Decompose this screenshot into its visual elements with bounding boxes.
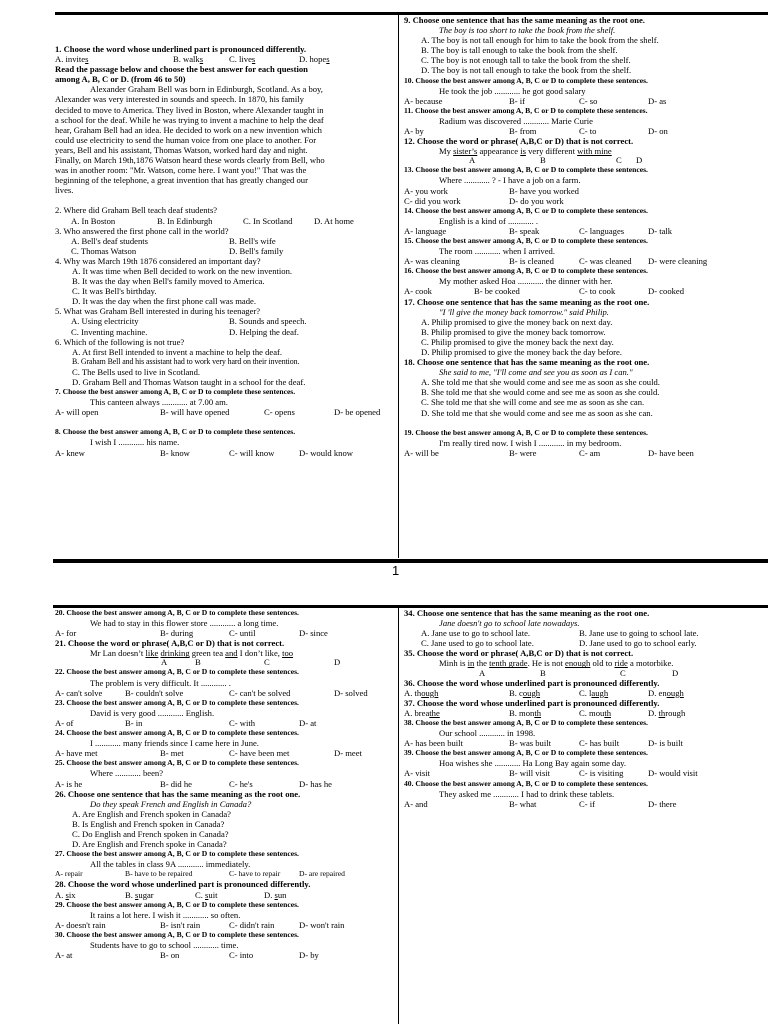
q9-option-b: B. The boy is tall enough to take the book from the shelf. — [421, 45, 618, 56]
q36-option-c: C. laugh — [579, 687, 609, 698]
q5-option-c: C. Inventing machine. — [71, 326, 148, 337]
q29-option-b: B- isn't rain — [160, 919, 201, 930]
q3-option-c: C. Thomas Watson — [71, 245, 137, 256]
q12-title: 12. Choose the word or phrase( A,B,C or D) that is not correct. — [404, 136, 634, 147]
q17-root: "I 'll give the money back tomorrow." said Philip. — [439, 306, 609, 317]
q27-title: 27. Choose the best answer among A, B, C or D to complete these sentences. — [55, 849, 299, 859]
q40-stem: They asked me ............ I had to drink these tablets. — [439, 788, 615, 799]
q13-option-a: A- you work — [404, 185, 448, 196]
passage-line: Finally, on March 19th,1876 Watson heard these words clearly from Bell, who — [55, 155, 325, 166]
q40-option-d: D- there — [648, 798, 677, 809]
q34-option-b: B. Jane use to going to school late. — [579, 628, 699, 639]
q35-stem: Minh is in the tenth grade. He is not enough old to ride a motorbike. — [439, 658, 674, 669]
q34-option-d: D. Jane used to go to school early. — [579, 638, 697, 649]
q5-option-b: B. Sounds and speech. — [229, 316, 307, 327]
q39-options — [404, 768, 768, 778]
q2-options — [55, 216, 391, 226]
q34-option-a: A. Jane use to go to school late. — [421, 628, 531, 639]
q35-letters — [404, 669, 768, 678]
q37-options — [404, 708, 768, 718]
q4-option-d: D. It was the day when the first phone call was made. — [72, 296, 256, 307]
q8-option-a: A- knew — [55, 447, 85, 458]
q20-option-d: D- since — [299, 628, 328, 639]
q6-option-d: D. Graham Bell and Thomas Watson taught in a school for the deaf. — [72, 377, 306, 387]
q40-option-b: B- what — [509, 798, 537, 809]
left-top-column — [55, 44, 391, 458]
q28-option-c: C. suit — [195, 889, 218, 900]
q3-stem: 3. Who answered the first phone call in the world? — [55, 225, 229, 236]
q8-title: 8. Choose the best answer among A, B, C or D to complete these sentences. — [55, 427, 296, 437]
q21-title: 21. Choose the word or phrase( A,B,C or D) that is not correct. — [55, 638, 285, 649]
q11-stem: Radium was discovered ............ Marie Curie — [439, 115, 593, 126]
q28-option-a: A. six — [55, 889, 76, 900]
passage-line: a school for the deaf. While he was trying to invent a machine to help the deaf — [55, 114, 324, 125]
q26-option-d: D. Are English and French spoke in Canada? — [72, 839, 227, 850]
q35-letter-a: A — [479, 667, 486, 678]
q26-root: Do they speak French and English in Canada? — [90, 798, 252, 809]
q4-option-b: B. It was the day when Bell's family moved to America. — [72, 276, 265, 287]
q12-letter-a: A — [469, 155, 476, 166]
q34-root: Jane doesn't go to school late nowadays. — [439, 618, 580, 629]
q20-option-c: C- until — [229, 628, 256, 639]
q25-title: 25. Choose the best answer among A, B, C or D to complete these sentences. — [55, 758, 299, 768]
q13-option-d: D- do you work — [509, 195, 564, 206]
q23-option-a: A- of — [55, 717, 74, 728]
q20-title: 20. Choose the best answer among A, B, C or D to complete these sentences. — [55, 608, 299, 617]
q1-title: 1. Choose the word whose underlined part is pronounced differently. — [55, 44, 307, 54]
q36-title: 36. Choose the word whose underlined part is pronounced differently. — [404, 677, 660, 688]
passage-line: years, Bell and his assistant, Thomas Watson, worked hard day and night. — [55, 144, 308, 155]
q27-options — [55, 869, 393, 879]
q23-stem: David is very good ............ English. — [90, 707, 215, 718]
q7-option-c: C- opens — [264, 407, 295, 418]
q27-option-d: D- are repaired — [299, 869, 345, 879]
q7-stem: This canteen always ............ at 7.00 am. — [90, 397, 228, 408]
q19-option-d: D- have been — [648, 447, 694, 458]
q14-title: 14. Choose the best answer among A, B, C or D to complete these sentences. — [404, 205, 648, 215]
q21-letter-a: A — [161, 657, 168, 668]
q13-title: 13. Choose the best answer among A, B, C or D to complete these sentences. — [404, 165, 648, 175]
q19-title: 19. Choose the best answer among A, B, C or D to complete these sentences. — [404, 427, 648, 437]
q1-option-b: B. walks — [173, 54, 204, 65]
q12-letter-d: D — [636, 155, 643, 166]
q4-stem: 4. Why was March 19th 1876 considered an important day? — [55, 255, 261, 266]
q29-option-d: D- won't rain — [299, 919, 345, 930]
q14-option-c: C- languages — [579, 225, 625, 236]
q20-options — [55, 628, 393, 638]
q5-option-d: D. Helping the deaf. — [229, 326, 299, 337]
q28-title: 28. Choose the word whose underlined part is pronounced differently. — [55, 879, 311, 890]
q21-stem: Mr Lan doesn’t like drinking green tea and I don’t like, too — [90, 648, 294, 659]
q22-option-b: B- couldn't solve — [125, 687, 184, 698]
q8-stem: I wish I ............ his name. — [90, 437, 180, 448]
q3-option-d: D. Bell's family — [229, 245, 284, 256]
q17-option-c: C. Philip promised to give the money back the next day. — [421, 336, 614, 347]
q19-stem: I'm really tired now. I wish I ............ in my bedroom. — [439, 437, 622, 448]
q8-option-b: B- know — [160, 447, 190, 458]
q2-option-c: C. In Scotland — [243, 215, 293, 226]
q15-options — [404, 256, 768, 266]
q14-options — [404, 226, 768, 236]
q24-option-d: D- meet — [334, 748, 362, 759]
q29-options — [55, 920, 393, 930]
column-divider-top — [398, 12, 399, 558]
q28-option-d: D. sun — [264, 889, 287, 900]
q24-option-c: C- have been met — [229, 748, 290, 759]
q26-title: 26. Choose one sentence that has the same meaning as the root one. — [55, 788, 301, 799]
q19-option-b: B- were — [509, 447, 537, 458]
q4-option-a: A. It was time when Bell decided to work on the new invention. — [72, 265, 293, 276]
q13-options-2 — [404, 196, 768, 206]
q21-letter-c: C — [264, 657, 270, 668]
passage-line: decided to move to America. They lived in Boston, where Alexander taught in — [55, 104, 324, 115]
q19-options — [404, 448, 768, 458]
q38-option-d: D- is built — [648, 738, 683, 749]
q21-letter-b: B — [195, 657, 201, 668]
q1-option-c: C. lives — [229, 54, 256, 65]
q25-option-c: C- he's — [229, 778, 253, 789]
q18-option-d: D. She told me that she would come and see me as soon as she can. — [421, 407, 653, 418]
q19-option-a: A- will be — [404, 447, 439, 458]
q25-option-d: D- has he — [299, 778, 332, 789]
page-separator-rule — [53, 559, 768, 563]
q38-option-a: A- has been built — [404, 738, 463, 749]
right-bottom-column — [404, 608, 768, 809]
q30-stem: Students have to go to school ............ time. — [90, 940, 239, 950]
q14-option-d: D- talk — [648, 225, 673, 236]
q9-option-c: C. The boy is not enough tall to take the book from the shelf. — [421, 55, 631, 66]
q39-title: 39. Choose the best answer among A, B, C or D to complete these sentences. — [404, 748, 648, 758]
q1-option-d: D. hopes — [299, 54, 330, 65]
q40-title: 40. Choose the best answer among A, B, C or D to complete these sentences. — [404, 778, 648, 788]
q39-option-b: B- will visit — [509, 768, 551, 779]
q23-options — [55, 718, 393, 728]
q28-option-b: B. sugar — [125, 889, 154, 900]
q16-options — [404, 286, 768, 296]
q11-option-d: D- on — [648, 126, 668, 137]
q11-option-c: C- to — [579, 126, 597, 137]
q5-options — [55, 316, 391, 326]
q38-options — [404, 738, 768, 748]
q7-options — [55, 407, 391, 417]
q7-title: 7. Choose the best answer among A, B, C or D to complete these sentences. — [55, 387, 296, 397]
q39-option-d: D- would visit — [648, 768, 698, 779]
q16-option-d: D- cooked — [648, 286, 685, 297]
q30-option-b: B- on — [160, 950, 180, 961]
q12-stem: My sister’s appearance is very different with mine — [439, 146, 612, 157]
q11-title: 11. Choose the best answer among A, B, C or D to complete these sentences. — [404, 105, 648, 115]
q4-option-c: C. It was Bell's birthday. — [72, 286, 157, 297]
q2-stem: 2. Where did Graham Bell teach deaf students? — [55, 205, 218, 216]
q36-options — [404, 688, 768, 698]
q15-option-c: C- was cleaned — [579, 256, 632, 267]
q30-option-d: D- by — [299, 950, 319, 961]
q35-title: 35. Choose the word or phrase( A,B,C or D) that is not correct. — [404, 648, 634, 659]
q20-option-b: B- during — [160, 628, 194, 639]
q9-option-a: A. The boy is not tall enough for him to take the book from the shelf. — [421, 35, 659, 46]
q21-letter-d: D — [334, 657, 341, 668]
passage-title-2: among A, B, C or D. (from 46 to 50) — [55, 74, 186, 85]
q10-option-d: D- as — [648, 95, 667, 106]
q29-option-c: C- didn't rain — [229, 919, 275, 930]
q20-option-a: A- for — [55, 628, 77, 639]
q18-option-b: B. She told me that she would come and see me as soon as she could. — [421, 387, 660, 398]
q22-option-c: C- can't be solved — [229, 687, 291, 698]
q17-option-d: D. Philip promised to give the money back the day before. — [421, 347, 622, 357]
q34-title: 34. Choose one sentence that has the same meaning as the root one. — [404, 608, 650, 618]
q6-option-a: A. At first Bell intended to invent a machine to help the deaf. — [72, 346, 283, 357]
q6-stem: 6. Which of the following is not true? — [55, 336, 185, 347]
page-number: 1 — [392, 563, 400, 578]
q12-letter-b: B — [540, 155, 546, 166]
q36-option-d: D. enough — [648, 687, 684, 698]
q36-option-b: B. cough — [509, 687, 541, 698]
q20-stem: We had to stay in this flower store ............ a long time. — [90, 618, 279, 629]
q27-option-c: C- have to repair — [229, 869, 281, 879]
q26-option-b: B. Is English and French spoken in Canada? — [72, 818, 225, 829]
q8-option-c: C- will know — [229, 447, 275, 458]
passage-line: Alexander was very interested in sounds and speech. In 1870, his family — [55, 94, 304, 105]
q11-options — [404, 126, 768, 136]
q12-letter-c: C — [616, 155, 622, 166]
q22-option-d: D- solved — [334, 687, 368, 698]
q18-root: She said to me, "I'll come and see you as soon as I can." — [439, 367, 633, 378]
q22-option-a: A- can't solve — [55, 687, 103, 698]
q25-option-b: B- did he — [160, 778, 192, 789]
q15-option-b: B- is cleaned — [509, 256, 554, 267]
q35-letter-d: D — [672, 667, 679, 678]
q2-option-a: A. In Boston — [71, 215, 116, 226]
q24-stem: I ............ many friends since I came here in June. — [90, 738, 259, 749]
q23-title: 23. Choose the best answer among A, B, C or D to complete these sentences. — [55, 697, 299, 707]
q38-stem: Our school ............ in 1998. — [439, 728, 536, 739]
q29-option-a: A- doesn't rain — [55, 919, 106, 930]
q37-option-b: B. month — [509, 707, 541, 718]
q17-title: 17. Choose one sentence that has the same meaning as the root one. — [404, 296, 650, 307]
q38-option-b: B- was built — [509, 738, 552, 749]
q25-options — [55, 779, 393, 789]
q24-option-a: A- have met — [55, 748, 98, 759]
q13-option-b: B- have you worked — [509, 185, 579, 196]
q13-stem: Where ............ ? - I have a job on a farm. — [439, 175, 581, 186]
passage-line: could use electricity to send the human voice from one place to another. For — [55, 134, 317, 145]
q24-title: 24. Choose the best answer among A, B, C or D to complete these sentences. — [55, 728, 299, 738]
q39-stem: Hoa wishes she ............ Ha Long Bay again some day. — [439, 758, 627, 769]
q12-letters — [404, 156, 768, 165]
q8-option-d: D- would know — [299, 447, 353, 458]
q18-title: 18. Choose one sentence that has the same meaning as the root one. — [404, 357, 650, 368]
q22-title: 22. Choose the best answer among A, B, C or D to complete these sentences. — [55, 667, 299, 677]
q27-option-a: A- repair — [55, 869, 83, 879]
q3-options-2 — [55, 246, 391, 256]
right-top-column — [404, 15, 768, 458]
q22-options — [55, 688, 393, 698]
passage-line: was in another room: "Mr. Watson, come here. I want you!" That was the — [55, 165, 307, 176]
q38-option-c: C- has built — [579, 738, 620, 749]
q29-title: 29. Choose the best answer among A, B, C or D to complete these sentences. — [55, 899, 299, 909]
q28-options — [55, 890, 393, 900]
q37-option-c: C. mouth — [579, 707, 611, 718]
q7-option-b: B- will have opened — [160, 407, 230, 418]
q3-option-a: A. Bell's deaf students — [71, 235, 148, 246]
q11-option-b: B- from — [509, 126, 537, 137]
q26-option-a: A. Are English and French spoken in Canada? — [72, 808, 231, 819]
q17-option-b: B. Philip promised to give the money back tomorrow. — [421, 326, 606, 337]
q10-stem: He took the job ............ he got good salary — [439, 85, 586, 96]
q1-options — [55, 54, 391, 64]
q14-option-b: B- speak — [509, 225, 540, 236]
q3-option-b: B. Bell's wife — [229, 235, 276, 246]
q15-title: 15. Choose the best answer among A, B, C or D to complete these sentences. — [404, 235, 648, 245]
q5-options-2 — [55, 327, 391, 337]
q38-title: 38. Choose the best answer among A, B, C or D to complete these sentences. — [404, 717, 648, 727]
q16-option-c: C- to cook — [579, 286, 616, 297]
q16-option-a: A- cook — [404, 286, 432, 297]
q37-option-d: D. through — [648, 707, 686, 718]
q10-option-b: B- if — [509, 95, 525, 106]
q40-options — [404, 799, 768, 809]
q23-option-d: D- at — [299, 717, 317, 728]
passage-line: beginning of the telephone, a great invention that has greatly changed our — [55, 175, 308, 186]
q9-title: 9. Choose one sentence that has the same meaning as the root one. — [404, 15, 645, 25]
q10-title: 10. Choose the best answer among A, B, C or D to complete these sentences. — [404, 75, 648, 85]
q16-stem: My mother asked Hoa ............ the dinner with her. — [439, 276, 613, 287]
q7-option-d: D- be opened — [334, 407, 381, 418]
q15-option-a: A- was cleaning — [404, 256, 460, 267]
q7-option-a: A- will open — [55, 407, 99, 418]
q22-stem: The problem is very difficult. It ............ . — [90, 677, 231, 688]
q30-option-a: A- at — [55, 950, 73, 961]
q14-stem: English is a kind of ............ . — [439, 215, 539, 226]
q27-option-b: B- have to be repaired — [125, 869, 193, 879]
q30-title: 30. Choose the best answer among A, B, C or D to complete these sentences. — [55, 929, 299, 939]
q23-option-c: C- with — [229, 717, 256, 728]
q2-option-b: B. In Edinburgh — [157, 215, 213, 226]
q18-option-c: C. She told me that she will come and see me as soon as she can. — [421, 397, 645, 408]
passage-line: lives. — [55, 185, 74, 196]
q10-option-c: C- so — [579, 95, 598, 106]
q11-option-a: A- by — [404, 126, 424, 137]
q6-option-b: B. Graham Bell and his assistant had to work very hard on their invention. — [72, 356, 300, 366]
q3-options — [55, 236, 391, 246]
q37-option-a: A. breathe — [404, 707, 440, 718]
q2-option-d: D. At home — [314, 215, 354, 226]
q30-option-c: C- into — [229, 950, 254, 961]
column-divider-bottom — [398, 605, 399, 1024]
q5-option-a: A. Using electricity — [71, 316, 139, 327]
q37-title: 37. Choose the word whose underlined part is pronounced differently. — [404, 697, 660, 708]
q15-option-d: D- were cleaning — [648, 256, 708, 267]
q25-option-a: A- is he — [55, 778, 83, 789]
q29-stem: It rains a lot here. I wish it ............ so often. — [90, 909, 241, 920]
q15-stem: The room ............ when I arrived. — [439, 246, 555, 257]
q23-option-b: B- in — [125, 717, 143, 728]
q24-option-b: B- met — [160, 748, 184, 759]
q16-title: 16. Choose the best answer among A, B, C or D to complete these sentences. — [404, 266, 648, 276]
q36-option-a: A. though — [404, 687, 439, 698]
q35-letter-c: C — [620, 667, 626, 678]
q10-option-a: A- because — [404, 95, 443, 106]
q26-option-c: C. Do English and French spoken in Canada? — [72, 828, 229, 839]
q16-option-b: B- be cooked — [474, 286, 520, 297]
q19-option-c: C- am — [579, 447, 601, 458]
q34-options — [404, 628, 768, 638]
q1-option-a: A. invites — [55, 54, 89, 65]
q30-options — [55, 950, 393, 960]
q5-stem: 5. What was Graham Bell interested in during his teenager? — [55, 306, 261, 317]
q35-letter-b: B — [540, 667, 546, 678]
q9-root: The boy is too short to take the book from the shelf. — [439, 25, 616, 36]
q14-option-a: A- language — [404, 225, 447, 236]
passage-line: hear, Graham Bell had an idea. He decided to work on a new invention which — [55, 124, 322, 135]
q17-option-a: A. Philip promised to give the money back on next day. — [421, 316, 613, 327]
q39-option-a: A- visit — [404, 768, 431, 779]
q34-option-c: C. Jane used to go to school late. — [421, 638, 534, 649]
q8-options — [55, 448, 391, 458]
q39-option-c: C- is visiting — [579, 768, 624, 779]
passage-line: Alexander Graham Bell was born in Edinburgh, Scotland. As a boy, — [90, 84, 323, 95]
q18-option-a: A. She told me that she would come and see me as soon as she could. — [421, 377, 660, 388]
q40-option-a: A- and — [404, 798, 428, 809]
passage-title: Read the passage below and choose the best answer for each question — [55, 64, 308, 75]
q24-options — [55, 748, 393, 758]
q13-option-c: C- did you work — [404, 195, 461, 206]
q6-option-c: C. The Bells used to live in Scotland. — [72, 366, 201, 377]
left-bottom-column — [55, 608, 393, 960]
q21-letters — [55, 658, 393, 667]
q25-stem: Where ............ been? — [90, 768, 164, 779]
q10-options — [404, 96, 768, 106]
q9-option-d: D. The boy is not tall enough to take the book from the shelf. — [421, 65, 632, 76]
q34-options-2 — [404, 638, 768, 648]
q13-options — [404, 186, 768, 196]
q40-option-c: C- if — [579, 798, 595, 809]
q27-stem: All the tables in class 9A ............ immediately. — [90, 859, 251, 870]
